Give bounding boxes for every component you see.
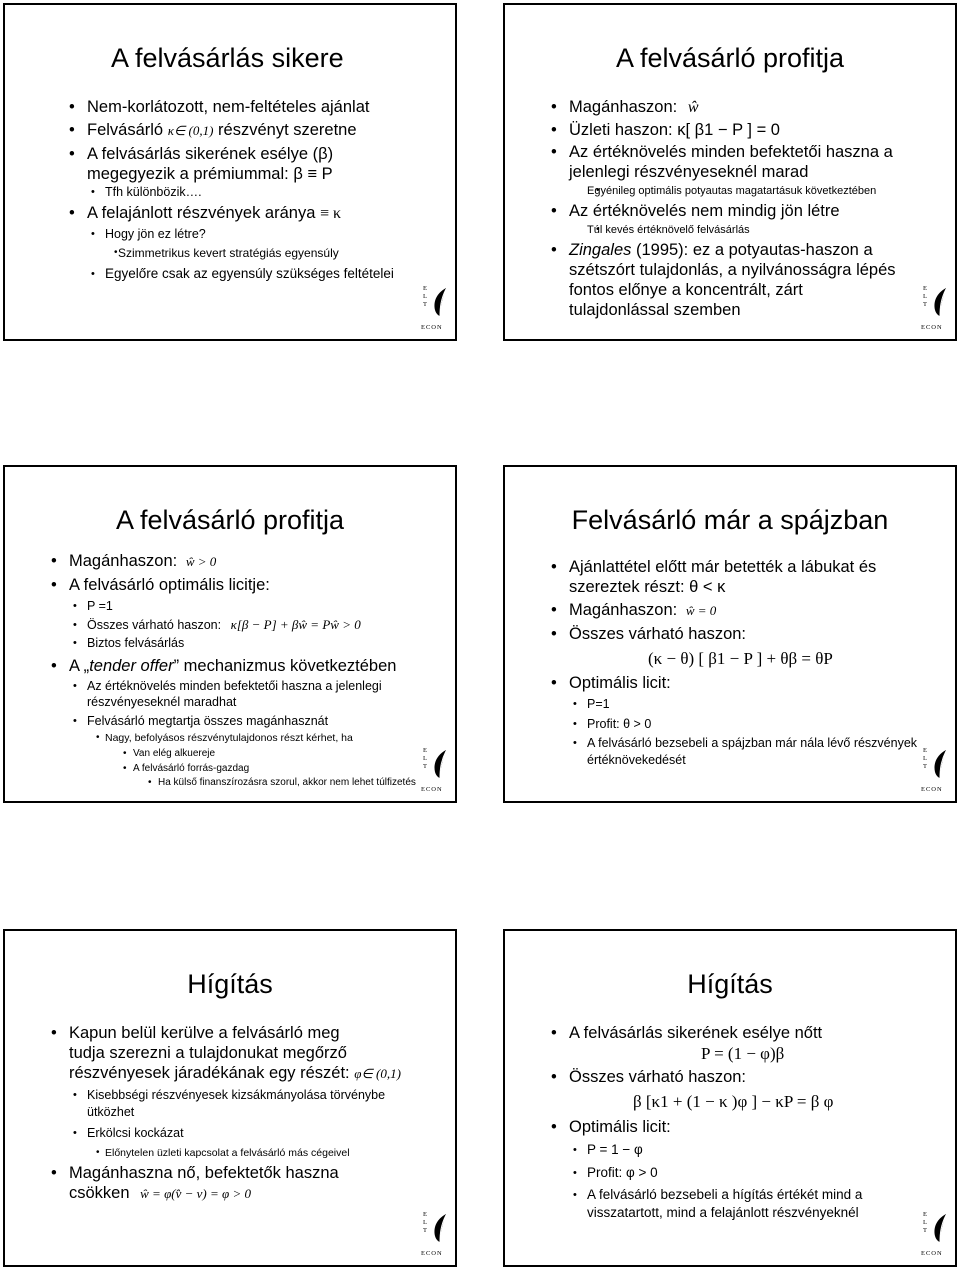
sub-bullet-item: • Erkölcsi kockázat [0,1125,455,1142]
bullet-item: • Magánhaszna nő, befektetők haszna [0,1163,455,1183]
elte-econ-logo: E L T ECON [423,1211,449,1257]
kappa-formula: κ∈ (0,1) [167,123,214,138]
elte-econ-logo: E L T ECON [423,285,449,331]
sub-bullet-item: • P = 1 − φ [487,1142,955,1159]
leaf-logo-icon [432,749,448,779]
sub-bullet-item: • Tfh különbözik…. [5,184,455,201]
sub-sub-sub-sub-bullet-item: • Ha külső finanszírozásra szorul, akkor nem lehet túlfizetés [0,776,455,790]
bullet-item: • Magánhaszon: ŵ = 0 [487,600,955,621]
slide-1 [3,3,457,341]
expected-payoff-formula: (κ − θ) [ β1 − P ] + θβ = θP [648,649,833,668]
sub-bullet-item: • A felvásárló bezsebeli a hígítás értékét mind a [487,1187,955,1204]
bullet-continuation: részvényeseknél maradhat [87,695,237,709]
expected-payoff-formula: β [κ1 + (1 − κ )φ ] − κP = β φ [633,1092,834,1111]
sub-bullet-item: • A felvásárló bezsebeli a spájzban már nála lévő részvények [487,735,955,752]
bullet-item: • Üzleti haszon: κ[ β1 − P ] = 0 [487,120,955,140]
slide-title: A felvásárló profitja [615,43,845,73]
leaf-logo-icon [932,287,948,317]
slide-title: Hígítás [187,969,273,999]
bullet-continuation: tudja szerezni a tulajdonukat megőrző [69,1044,347,1062]
sub-bullet-item: • Az értéknövelés minden befektetői haszna a jelenlegi [0,678,455,695]
slide-title: A felvásárlás sikere [111,43,344,73]
sub-bullet-item: • Túl kevés értéknövelő felvásárlás [487,223,955,237]
elte-econ-logo: E L T ECON [923,747,949,793]
bullet-continuation: visszatartott, mind a felajánlott részvényeknél [587,1204,859,1220]
bullet-continuation: értéknövekedését [587,752,686,767]
leaf-logo-icon [932,749,948,779]
slide-3 [3,465,457,803]
bullet-continuation: ütközhet [87,1104,135,1119]
success-probability-formula: P = (1 − φ)β [701,1044,785,1063]
bullet-item: • Optimális licit: [487,673,955,693]
sub-bullet-item: • Hogy jön ez létre? [5,226,455,243]
expected-payoff-formula: κ[β − P] + βŵ = Pŵ > 0 [230,616,361,632]
sub-bullet-item: • Egyelőre csak az egyensúly szükséges feltételei [5,266,455,283]
leaf-logo-icon [932,1213,948,1243]
bullet-item: • Ajánlattétel előtt már betették a lábukat és [487,557,955,577]
bullet-item: • Nem-korlátozott, nem-feltételes ajánlat [5,97,455,117]
sub-bullet-item: • Profit: φ > 0 [487,1165,955,1182]
slide-title: Hígítás [687,969,773,999]
sub-bullet-item: • Profit: θ > 0 [487,716,955,733]
bullet-item: • Összes várható haszon: [487,1067,955,1087]
leaf-logo-icon [432,1213,448,1243]
sub-bullet-item: • Összes várható haszon: κ[β − P] + βŵ = Pŵ > 0 [0,617,455,634]
sub-bullet-item: • P =1 [0,598,455,615]
bullet-item: • Magánhaszon: ŵ [487,97,955,118]
slide-6 [503,929,957,1267]
bullet-item: • A felvásárlás sikerének esélye nőtt [487,1023,955,1043]
bullet-item: • Az értéknövelés minden befektetői haszna a [487,142,955,162]
bullet-continuation: tulajdonlással szemben [569,301,741,319]
bullet-item: • Kapun belül kerülve a felvásárló meg [0,1023,455,1043]
bullet-continuation: fontos előnye a koncentrált, zárt [569,281,803,299]
bullet-item: • Zingales (1995): ez a potyautas-haszon a [487,240,955,260]
sub-sub-bullet-item: • Nagy, befolyásos részvénytulajdonos részt kérhet, ha [0,731,455,745]
sub-sub-sub-bullet-item: • Van elég alkuereje [0,747,455,761]
slide-title: A felvásárló profitja [115,505,345,535]
bullet-item: • A „tender offer” mechanizmus következtében [0,656,455,676]
bullet-item: • Összes várható haszon: [487,624,955,644]
elte-econ-logo: E L T ECON [923,285,949,331]
slide-2 [503,3,957,341]
elte-econ-logo: E L T ECON [923,1211,949,1257]
bullet-item: • Az értéknövelés nem mindig jön létre [487,201,955,221]
bullet-item: • A felajánlott részvények aránya ≡ κ [5,203,455,224]
sub-sub-sub-bullet-item: • A felvásárló forrás-gazdag [0,762,455,776]
bullet-continuation: részvényesek járadékának egy részét: φ∈ (0,1) [69,1064,401,1082]
sub-sub-bullet-item: • Előnytelen üzleti kapcsolat a felvásárló más cégeivel [0,1146,455,1160]
elte-econ-logo: E L T ECON [423,747,449,793]
slide-5 [3,929,457,1267]
bullet-continuation: csökken ŵ = φ(v̂ − v) = φ > 0 [69,1183,251,1202]
leaf-logo-icon [432,287,448,317]
sub-sub-bullet-item: • Szimmetrikus kevert stratégiás egyensúly [5,246,455,260]
bullet-item: • A felvásárló optimális licitje: [0,575,455,595]
slide-title: Felvásárló már a spájzban [571,505,889,535]
sub-bullet-item: • Egyénileg optimális potyautas magatartásuk következtében [487,184,955,198]
sub-bullet-item: • Biztos felvásárlás [0,635,455,652]
bullet-continuation: megegyezik a prémiummal: β ≡ P [87,165,333,183]
bullet-continuation: jelenlegi részvényeseknél marad [569,163,809,181]
sub-bullet-item: • Felvásárló megtartja összes magánhasznát [0,713,455,730]
bullet-continuation: szereztek részt: θ < κ [569,578,726,596]
sub-bullet-item: • P=1 [487,696,955,713]
bullet-item: • Magánhaszon: ŵ > 0 [0,551,455,572]
bullet-item: • Felvásárló κ∈ (0,1) részvényt szeretne [5,120,455,141]
bullet-item: • Optimális licit: [487,1117,955,1137]
private-benefit-formula: ŵ = φ(v̂ − v) = φ > 0 [140,1185,251,1201]
bullet-item: • A felvásárlás sikerének esélye (β) [5,144,455,164]
sub-bullet-item: • Kisebbségi részvényesek kizsákmányolása törvénybe [0,1087,455,1104]
bullet-continuation: szétszórt tulajdonlás, a nyilvánosságra lépés [569,261,896,279]
slide-4 [503,465,957,803]
